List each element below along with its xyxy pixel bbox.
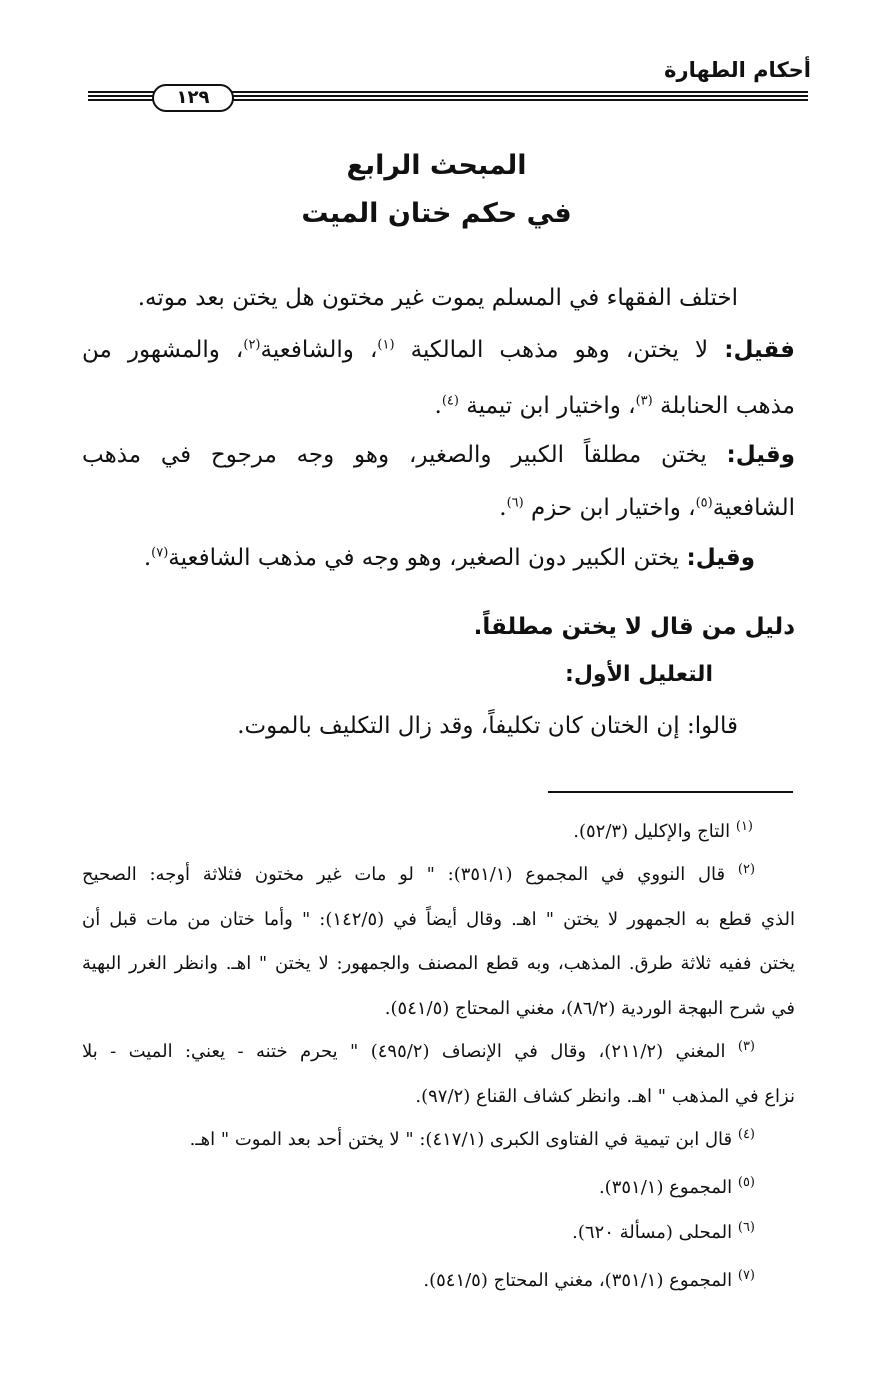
footnote-text: الذي قطع به الجمهور لا يختن " اهـ. وقال أيضاً في (١٤٢/٥): " وأما ختان من مات قبل أن [82,909,795,930]
running-header-title: أحكام الطهارة [664,58,811,82]
section-heading: دليل من قال لا يختن مطلقاً. [473,614,795,640]
opinion-1-line2-mid: ، واختيار ابن تيمية [466,393,636,419]
intro-paragraph [138,285,738,311]
opinion-2-line2-end: . [499,495,507,521]
footnote-2-line-1 [82,864,755,885]
footnote-number: (٧) [737,1268,755,1283]
footnote-ref[interactable]: (١) [377,337,395,353]
opinion-1-text: لا يختن، وهو مذهب المالكية [410,337,725,363]
footnote-2-line-2 [82,909,795,930]
footnote-number: (١) [735,819,753,834]
footnote-text: نزاع في المذهب " اهـ. وانظر كشاف القناع (٩٧/٢). [415,1086,795,1107]
footnote-3-line-1 [82,1041,755,1062]
footnote-text: التاج والإكليل (٥٢/٣). [573,821,736,842]
opinion-1-line-2 [435,393,795,419]
chapter-title: المبحث الرابع [346,150,527,181]
footnote-1 [573,821,753,842]
opinion-1-lead: فقيل: [724,337,795,363]
footnote-text: المحلى (مسألة ٦٢٠). [572,1222,738,1243]
opinion-1-line-1 [82,337,795,363]
footnote-text: المغني (٢١١/٢)، وقال في الإنصاف (٤٩٥/٢) " يحرم ختنه - يعني: الميت - بلا [82,1041,738,1062]
footnote-text: قال النووي في المجموع (٣٥١/١): " لو مات غير مختون فثلاثة أوجه: الصحيح [82,864,738,885]
footnote-ref[interactable]: (٦) [506,495,524,511]
footnote-7 [423,1270,755,1291]
footnote-2-line-4 [385,998,795,1019]
footnote-6 [572,1222,755,1243]
footnote-text: في شرح البهجة الوردية (٨٦/٢)، مغني المحتاج (٥٤١/٥). [384,998,795,1019]
opinion-2-line2-text: الشافعية [712,495,795,521]
opinion-3-lead: وقيل: [686,545,755,571]
footnote-number: (٢) [737,862,756,877]
footnote-number: (٤) [737,1127,755,1142]
footnote-text: المجموع (٣٥١/١). [598,1177,738,1198]
page-number: ١٢٩ [152,84,234,112]
footnote-text: المجموع (٣٥١/١)، مغني المحتاج (٥٤١/٥). [423,1270,738,1291]
footnote-number: (٣) [737,1039,755,1054]
footnote-ref[interactable]: (٣) [635,393,653,409]
footnote-2-line-3 [82,953,795,974]
opinion-2-line-1 [82,442,795,468]
opinion-2-line2-mid: ، واختيار ابن حزم [531,495,696,521]
footnote-separator [548,791,793,793]
footnote-text: يختن ففيه ثلاثة طرق. المذهب، وبه قطع المصنف والجمهور: لا يختن " اهـ. وانظر الغرر البهية [82,953,795,974]
opinion-3-text: يختن الكبير دون الصغير، وهو وجه في مذهب الشافعية [168,545,687,571]
opinion-1-end: ، والمشهور من [82,337,244,363]
footnote-ref[interactable]: (٤) [441,393,459,409]
reason-paragraph [237,713,738,739]
footnote-number: (٦) [737,1220,755,1235]
footnote-4 [190,1129,755,1150]
opinion-1-line2-end: . [434,393,442,419]
reason-heading: التعليل الأول: [565,662,713,687]
footnote-ref[interactable]: (٥) [695,495,713,511]
footnote-text: قال ابن تيمية في الفتاوى الكبرى (٤١٧/١): " لا يختن أحد بعد الموت " اهـ. [189,1129,738,1150]
footnote-ref[interactable]: (٢) [243,337,261,353]
footnote-5 [599,1177,755,1198]
footnote-ref[interactable]: (٧) [151,545,169,561]
chapter-subtitle: في حكم ختان الميت [301,198,572,229]
opinion-3 [144,545,755,571]
intro-text: اختلف الفقهاء في المسلم يموت غير مختون هل يختن بعد موته. [137,285,738,311]
opinion-2-lead: وقيل: [726,442,795,468]
footnote-3-line-2 [415,1086,795,1107]
opinion-2-line-2 [499,495,795,521]
opinion-1-mid: ، والشافعية [260,337,378,363]
opinion-1-line2-text: مذهب الحنابلة [660,393,795,419]
footnote-number: (٥) [737,1175,755,1190]
reason-text: قالوا: إن الختان كان تكليفاً، وقد زال التكليف بالموت. [237,713,738,739]
opinion-2-text: يختن مطلقاً الكبير والصغير، وهو وجه مرجوح في مذهب [82,442,727,468]
opinion-3-end: . [143,545,152,571]
